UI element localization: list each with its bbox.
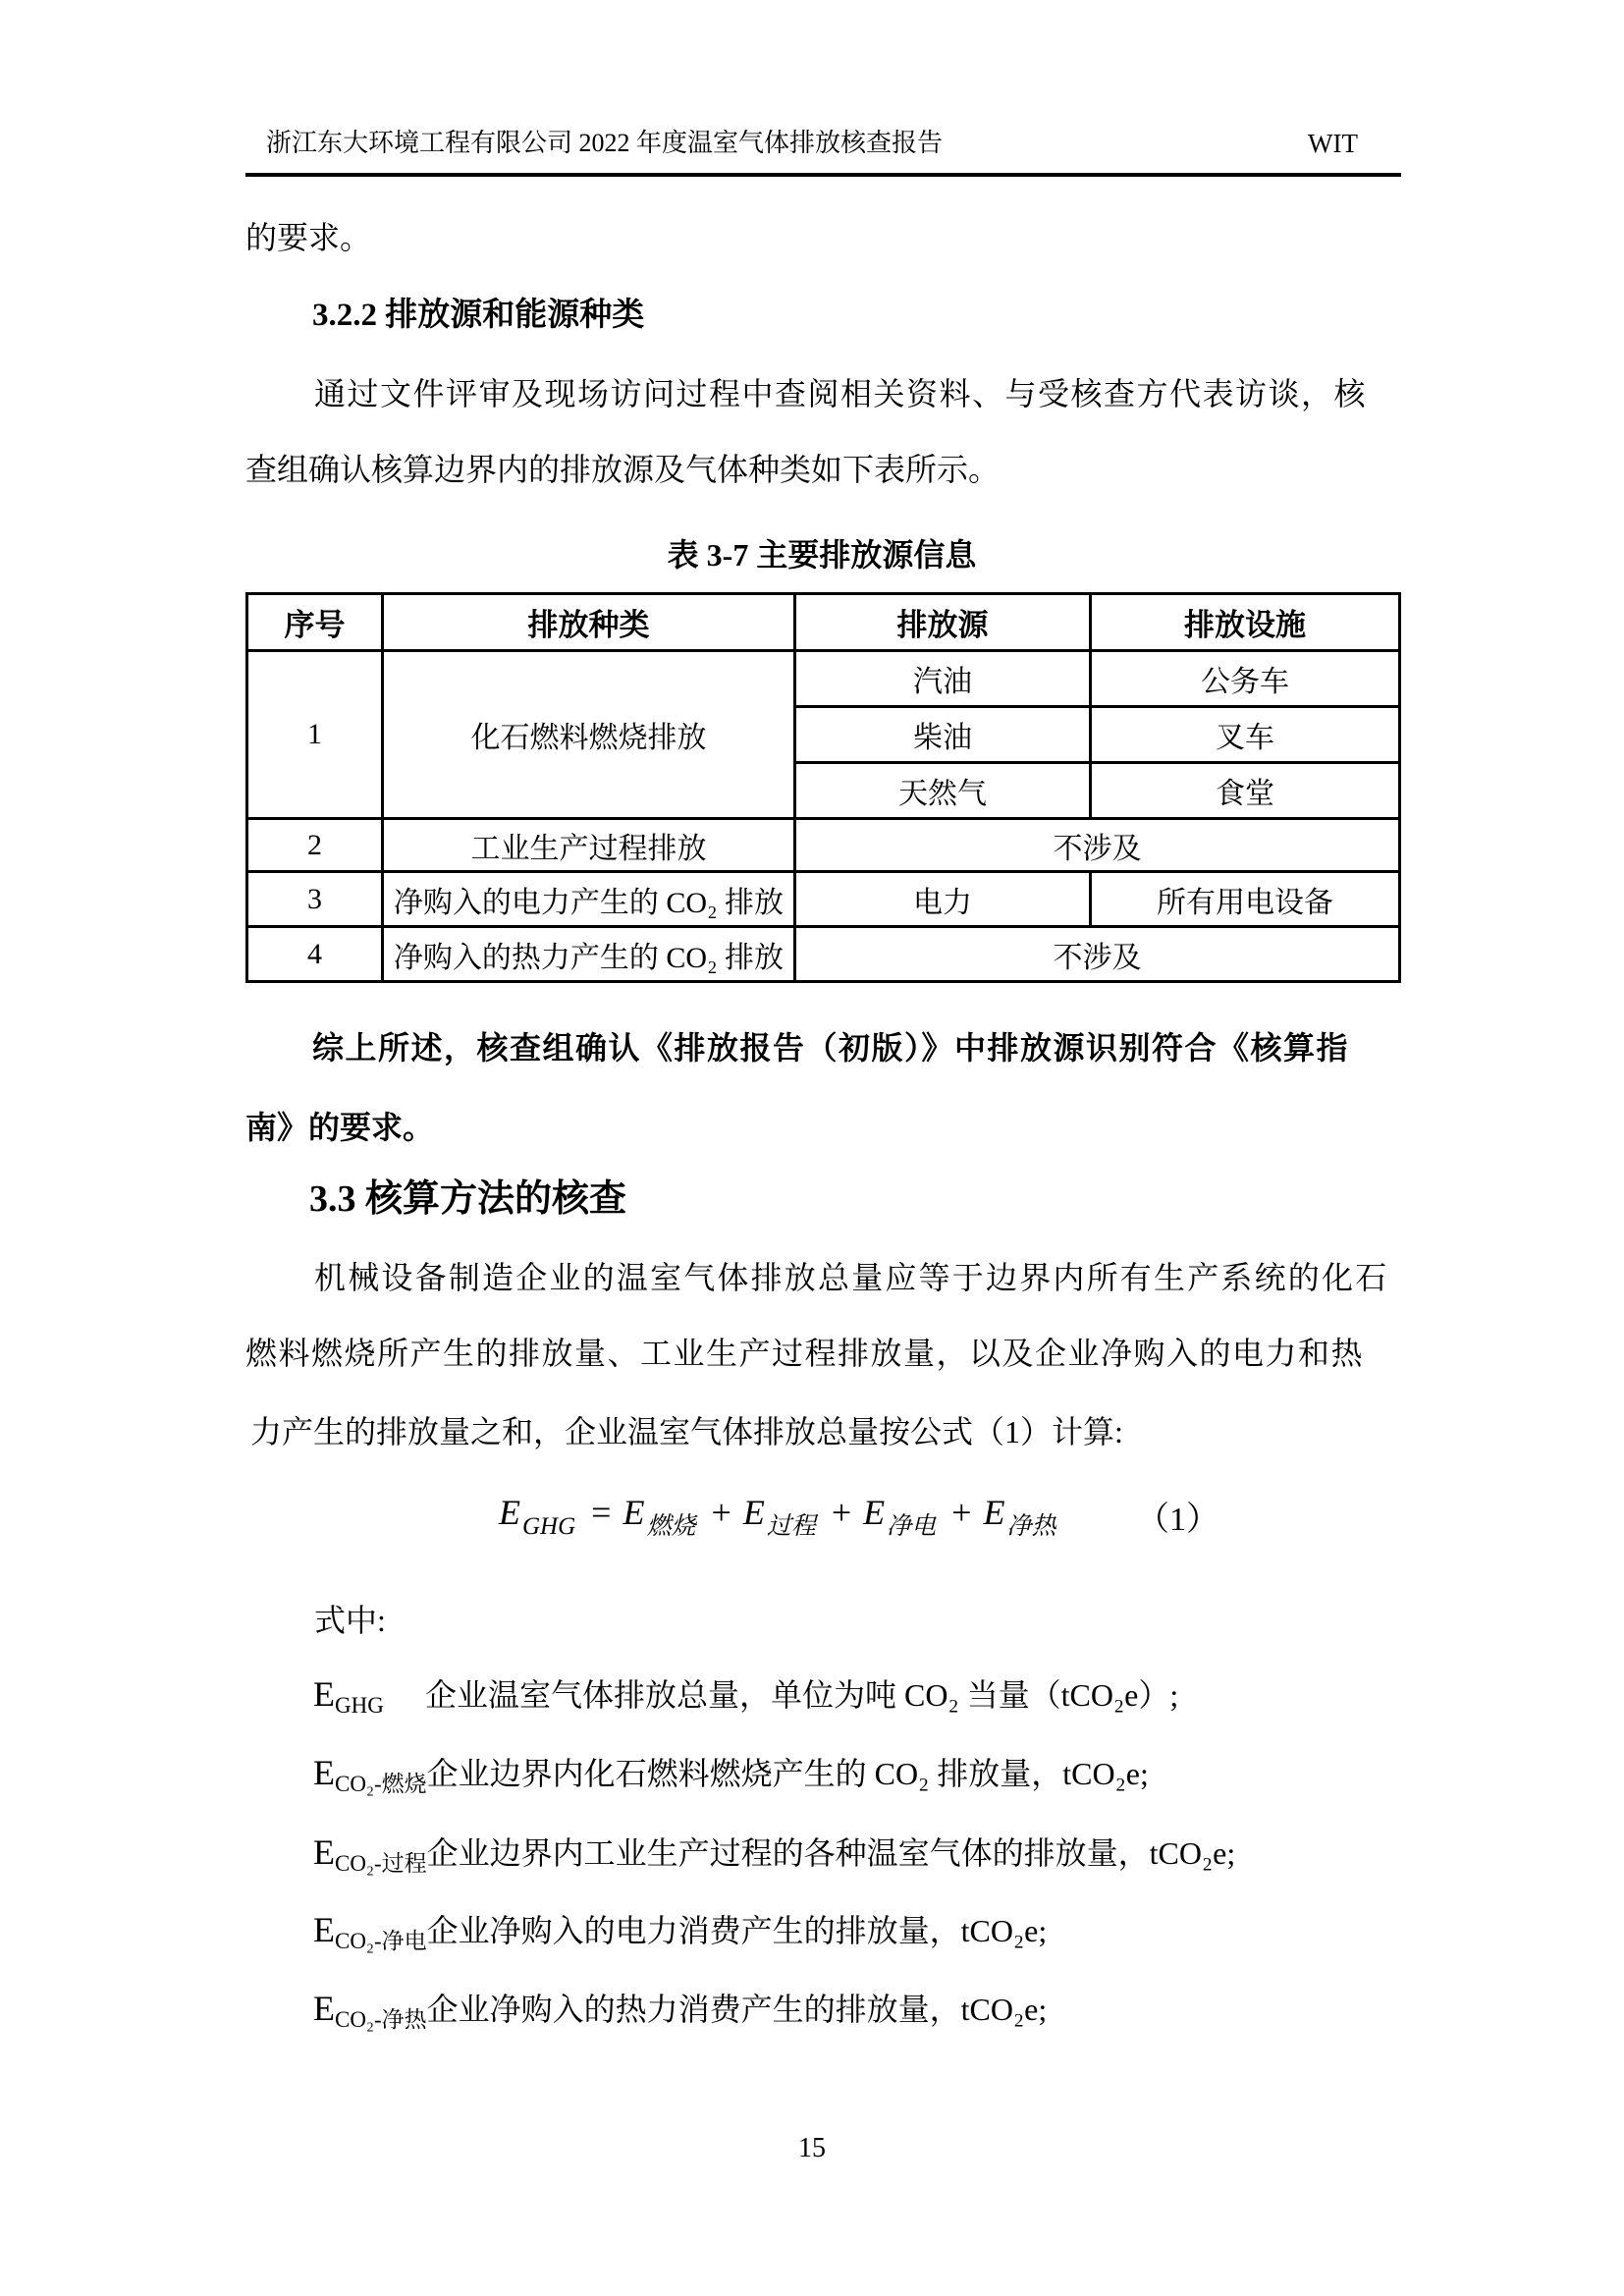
formula-plus: +: [831, 1493, 852, 1532]
conclusion-line-2: 南》的要求。: [245, 1110, 435, 1145]
page-number: 15: [798, 2133, 826, 2163]
definition-symbol-sub: GHG: [335, 1693, 384, 1718]
cell-no-1: 1: [247, 651, 383, 819]
cell-source-gasoline: 汽油: [795, 651, 1091, 707]
definition-eghg: [313, 1674, 1178, 1719]
cell-category-2: 工业生产过程排放: [383, 819, 795, 872]
definition-symbol: [313, 1753, 427, 1797]
formula-plus: +: [951, 1493, 972, 1532]
conclusion-line-1: 综上所述，核查组确认《排放报告（初版）》中排放源识别符合《核算指: [312, 1030, 1350, 1066]
definition-symbol: [313, 1674, 425, 1719]
para-sources-line-2: 查组确认核算边界内的排放源及气体种类如下表所示。: [245, 452, 1001, 487]
formula-plus: +: [711, 1493, 731, 1532]
header-rule: [245, 173, 1401, 177]
table-row: [247, 927, 1400, 982]
cell-category-1: 化石燃料燃烧排放: [383, 651, 795, 819]
definition-eco2-process: [313, 1832, 1235, 1877]
table-row: [247, 872, 1400, 927]
formula-term-sub: 净电: [887, 1513, 937, 1540]
definition-symbol-sub: CO₂-燃烧: [335, 1772, 427, 1796]
col-header-category: 排放种类: [383, 594, 795, 651]
definition-eco2-net-heat: [313, 1989, 1047, 2033]
cell-facility-forklift: 叉车: [1091, 707, 1400, 763]
page-header-mark: WIT: [1308, 129, 1358, 158]
definition-symbol-sub: CO₂-净热: [335, 2007, 427, 2032]
definition-symbol-base: E: [313, 1674, 335, 1714]
col-header-facility: 排放设施: [1091, 594, 1400, 651]
where-label: 式中:: [314, 1603, 386, 1638]
heading-3-2-2: 3.2.2 排放源和能源种类: [312, 298, 645, 333]
cell-source-electricity: 电力: [795, 872, 1091, 927]
col-header-source: 排放源: [795, 594, 1091, 651]
definition-eco2-combustion: [313, 1753, 1149, 1797]
formula-term-sub: 燃烧: [646, 1513, 696, 1540]
para-sources-line-1: 通过文件评审及现场访问过程中查阅相关资料、与受核查方代表访谈，核: [314, 376, 1368, 411]
emission-sources-table: [245, 592, 1401, 983]
table-row: [247, 819, 1400, 872]
cell-no-3: 3: [247, 872, 383, 927]
cell-facility-electric: 所有用电设备: [1091, 872, 1400, 927]
definition-symbol: [313, 1832, 427, 1877]
cell-merged-2: 不涉及: [795, 819, 1400, 872]
formula-ghg-total: [499, 1493, 1059, 1542]
definition-desc: 企业边界内工业生产过程的各种温室气体的排放量，tCO₂e;: [426, 1835, 1236, 1871]
table-header-row: [247, 594, 1400, 651]
definition-desc: 企业边界内化石燃料燃烧产生的 CO₂ 排放量，tCO₂e;: [426, 1756, 1149, 1791]
definition-symbol-base: E: [313, 1753, 335, 1792]
col-header-no: 序号: [247, 594, 383, 651]
definition-symbol-sub: CO₂-净电: [335, 1929, 427, 1953]
formula-term-base: E: [863, 1493, 886, 1532]
cell-merged-4: 不涉及: [795, 927, 1400, 982]
formula-term-base: E: [742, 1493, 765, 1532]
definition-eco2-net-electricity: [313, 1910, 1047, 1954]
formula-term-base: E: [623, 1493, 645, 1532]
cell-no-4: 4: [247, 927, 383, 982]
formula-lhs-sub: GHG: [522, 1513, 576, 1540]
cell-facility-car: 公务车: [1091, 651, 1400, 707]
carryover-line: 的要求。: [245, 220, 372, 255]
definition-desc: 企业净购入的电力消费产生的排放量，tCO₂e;: [426, 1913, 1048, 1948]
definition-symbol-base: E: [313, 1832, 335, 1872]
formula-term-sub: 净热: [1006, 1513, 1056, 1540]
para-method-line-3: 力产生的排放量之和，企业温室气体排放总量按公式（1）计算:: [250, 1414, 1123, 1449]
para-method-line-2: 燃料燃烧所产生的排放量、工业生产过程排放量，以及企业净购入的电力和热: [245, 1336, 1365, 1371]
table-row: [247, 651, 1400, 707]
cell-no-2: 2: [247, 819, 383, 872]
formula-equals: =: [591, 1493, 612, 1532]
definition-symbol-base: E: [313, 1910, 335, 1949]
cell-category-3: 净购入的电力产生的 CO₂ 排放: [383, 872, 795, 927]
definition-symbol: [313, 1989, 427, 2033]
heading-3-3: 3.3 核算方法的核查: [309, 1178, 627, 1220]
definition-symbol-sub: CO₂-过程: [335, 1851, 427, 1876]
formula-number: （1）: [1136, 1502, 1219, 1538]
table-caption: 表 3-7 主要排放源信息: [667, 537, 977, 573]
cell-facility-canteen: 食堂: [1091, 763, 1400, 819]
formula-term-sub: 过程: [766, 1513, 816, 1540]
formula-term-base: E: [983, 1493, 1005, 1532]
definition-symbol-base: E: [313, 1989, 335, 2028]
cell-category-4: 净购入的热力产生的 CO₂ 排放: [383, 927, 795, 982]
definition-desc: 企业净购入的热力消费产生的排放量，tCO₂e;: [426, 1992, 1048, 2027]
definition-symbol: [313, 1910, 427, 1954]
page-header-title: 浙江东大环境工程有限公司 2022 年度温室气体排放核查报告: [266, 129, 944, 157]
cell-source-diesel: 柴油: [795, 707, 1091, 763]
formula-lhs-base: E: [499, 1493, 520, 1532]
cell-source-gas: 天然气: [795, 763, 1091, 819]
para-method-line-1: 机械设备制造企业的温室气体排放总量应等于边界内所有生产系统的化石: [314, 1260, 1389, 1295]
definition-desc: 企业温室气体排放总量，单位为吨 CO₂ 当量（tCO₂e）;: [425, 1677, 1179, 1713]
